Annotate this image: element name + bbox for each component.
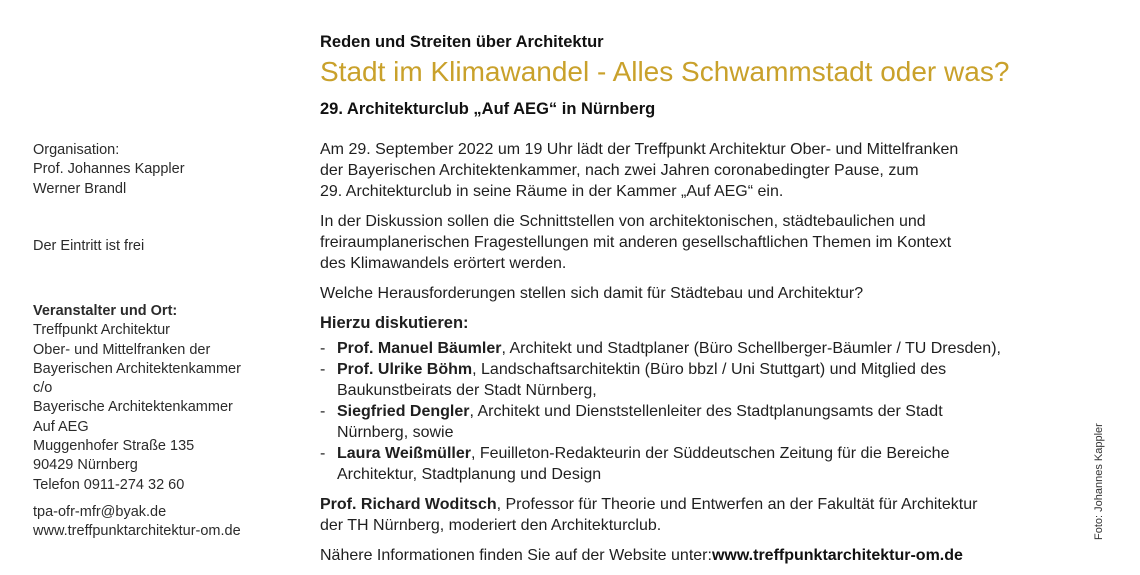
discussion-paragraph [320, 211, 1080, 274]
panelist-name: Siegfried Dengler [337, 403, 470, 420]
host-line: Treffpunkt Architektur [33, 322, 171, 339]
list-item [320, 338, 1080, 359]
panelist-name: Prof. Ulrike Böhm [337, 361, 473, 378]
panelist-desc: Architektur, Stadtplanung und Design [337, 466, 602, 483]
website-link[interactable]: www.treffpunktarchitektur-om.de [711, 547, 963, 564]
text-line: 29. Architekturclub in seine Räume in der Kammer „Auf AEG“ ein. [320, 183, 784, 200]
panelist-desc: Nürnberg, sowie [337, 424, 454, 441]
text-line: freiraumplanerischen Fragestellungen mit anderen gesellschaftlichen Themen im Kontext [320, 234, 952, 251]
more-info-text: Nähere Informationen finden Sie auf der Website unter: [320, 547, 712, 564]
panelist-desc: , Architekt und Dienststellenleiter des Stadtplanungsamts der Stadt [469, 403, 943, 420]
list-dash: - [320, 361, 326, 378]
photo-credit: Foto: Johannes Kappler [1093, 423, 1105, 540]
list-item [320, 443, 1080, 485]
host-line: c/o [33, 380, 53, 397]
list-dash: - [320, 445, 326, 462]
more-info-paragraph [320, 545, 1080, 566]
panel-heading: Hierzu diskutieren: [320, 314, 469, 332]
panelist-name: Laura Weißmüller [337, 445, 471, 462]
organisation-block [33, 141, 303, 199]
panelist-name: Prof. Manuel Bäumler [337, 340, 502, 357]
host-heading: Veranstalter und Ort: [33, 303, 178, 319]
panelist-desc: , Landschaftsarchitektin (Büro bbzl / Uni Stuttgart) und Mitglied des [472, 361, 947, 378]
moderator-desc: der TH Nürnberg, moderiert den Architekturclub. [320, 517, 662, 534]
host-line: Muggenhofer Straße 135 [33, 438, 195, 455]
list-dash: - [320, 340, 326, 357]
host-phone: Telefon 0911-274 32 60 [33, 476, 185, 493]
page-title: Stadt im Klimawandel - Alles Schwammstadt oder was? [320, 56, 1010, 87]
host-line: Ober- und Mittelfranken der [33, 341, 211, 358]
question-paragraph [320, 283, 1080, 304]
contact-block [33, 503, 303, 542]
text-line: des Klimawandels erörtert werden. [320, 255, 567, 272]
text-line: Welche Herausforderungen stellen sich damit für Städtebau und Architektur? [320, 285, 864, 302]
host-line: 90429 Nürnberg [33, 457, 138, 474]
entry-note [33, 237, 303, 256]
list-item [320, 401, 1080, 443]
text-line: Am 29. September 2022 um 19 Uhr lädt der Treffpunkt Architektur Ober- und Mittelfranken [320, 141, 959, 158]
organiser-name: Werner Brandl [33, 180, 127, 197]
panelist-desc: Baukunstbeirats der Stadt Nürnberg, [337, 382, 597, 399]
host-block [33, 302, 303, 495]
email-link[interactable]: tpa-ofr-mfr@byak.de [33, 504, 167, 520]
website-link[interactable]: www.treffpunktarchitektur-om.de [33, 523, 241, 540]
free-entry-text: Der Eintritt ist frei [33, 238, 145, 254]
text-line: der Bayerischen Architektenkammer, nach zwei Jahren coronabedingter Pause, zum [320, 162, 919, 179]
moderator-paragraph [320, 494, 1080, 536]
moderator-name: Prof. Richard Woditsch [320, 496, 497, 513]
moderator-desc: , Professor für Theorie und Entwerfen an der Fakultät für Architektur [496, 496, 978, 513]
list-item [320, 359, 1080, 401]
host-line: Bayerische Architektenkammer [33, 399, 233, 416]
text-line: In der Diskussion sollen die Schnittstellen von architektonischen, städtebaulichen und [320, 213, 926, 230]
organiser-name: Prof. Johannes Kappler [33, 161, 185, 178]
list-dash: - [320, 403, 326, 420]
panelist-desc: , Feuilleton-Redakteurin der Süddeutschen Zeitung für die Bereiche [470, 445, 950, 462]
event-subtitle: 29. Architekturclub „Auf AEG“ in Nürnberg [320, 100, 656, 118]
host-line: Bayerischen Architektenkammer [33, 360, 241, 377]
organisation-label: Organisation: [33, 142, 120, 158]
event-description [320, 139, 1080, 575]
panelist-desc: , Architekt und Stadtplaner (Büro Schellberger-Bäumler / TU Dresden), [501, 340, 1001, 357]
intro-paragraph [320, 139, 1080, 202]
host-line: Auf AEG [33, 418, 89, 435]
kicker: Reden und Streiten über Architektur [320, 33, 604, 51]
